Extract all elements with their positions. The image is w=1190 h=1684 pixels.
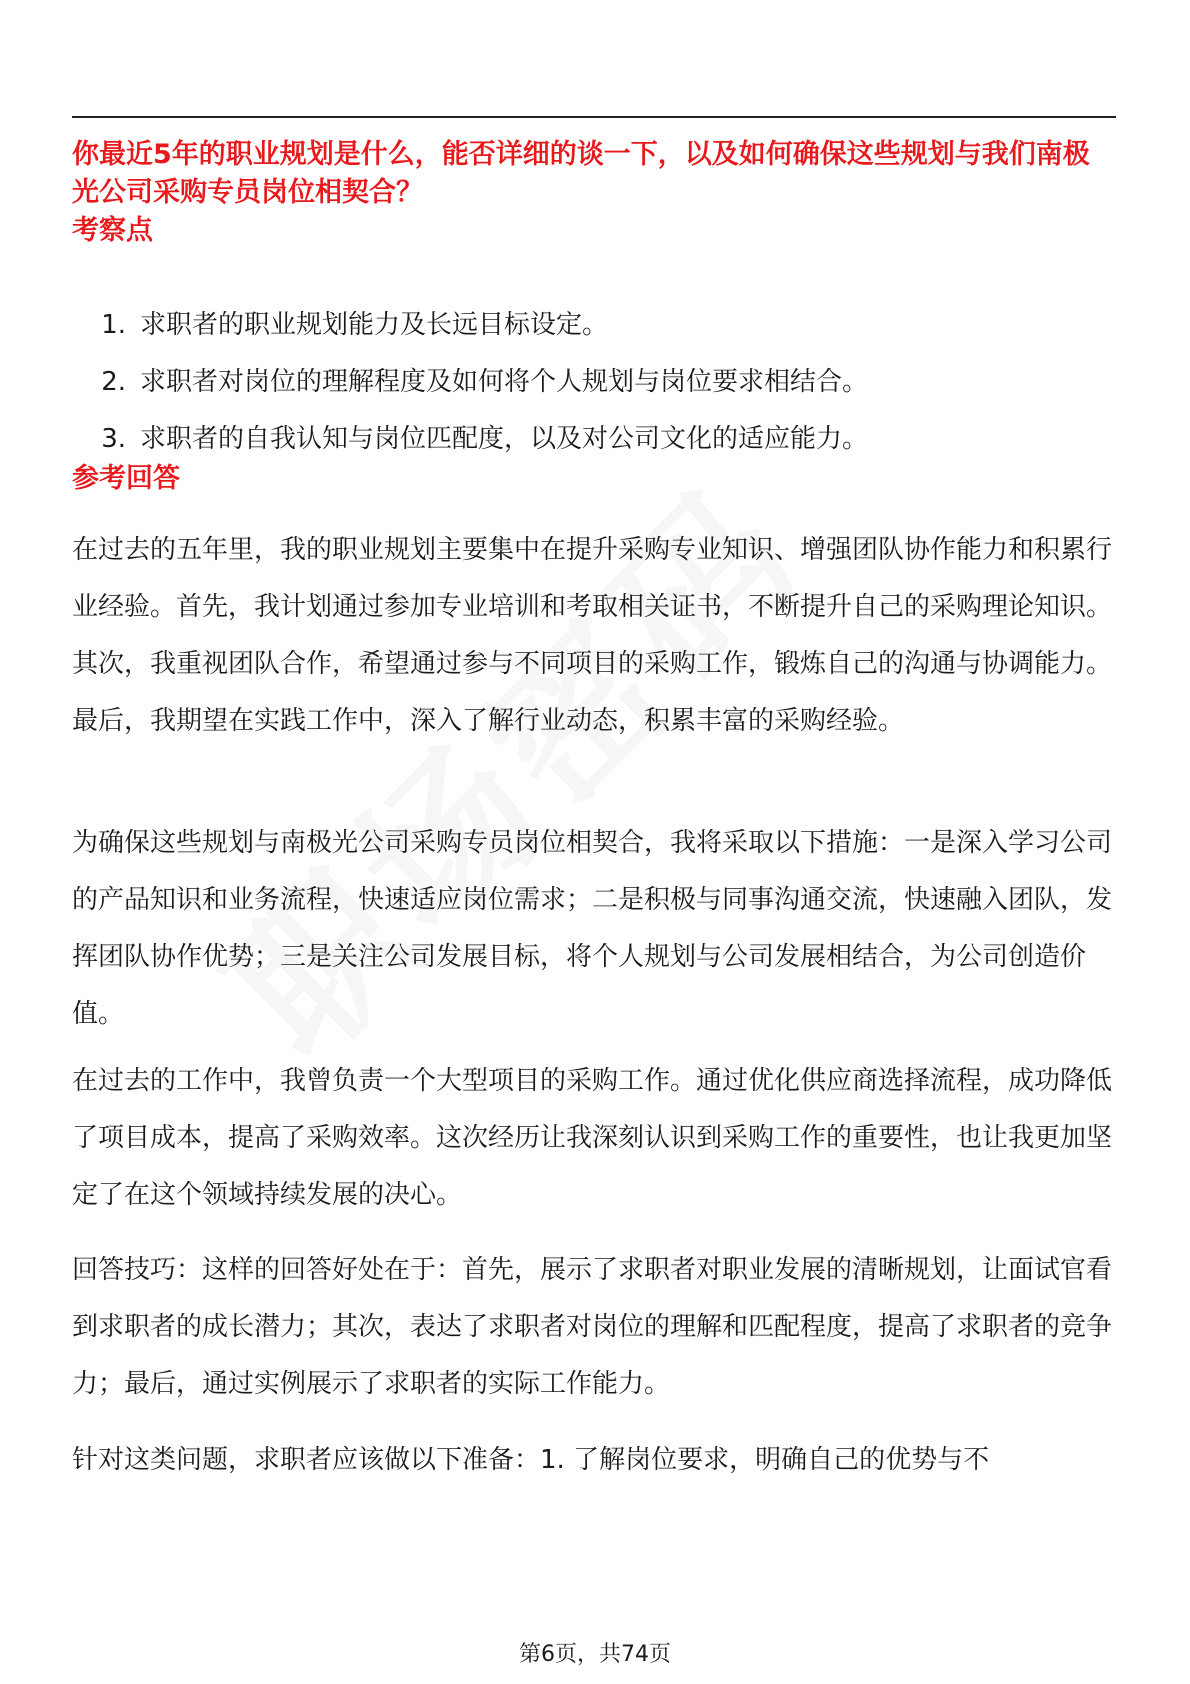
answer-paragraph-3: 在过去的工作中，我曾负责一个大型项目的采购工作。通过优化供应商选择流程，成功降低了项目成本，提高了采购效率。这次经历让我深刻认识到采购工作的重要性，也让我更加坚定了在这个领域持续发展的决心。 — [72, 1066, 1113, 1210]
examine-section-title: 考察点 — [72, 215, 153, 246]
answer-paragraph-1: 在过去的五年里，我的职业规划主要集中在提升采购专业知识、增强团队协作能力和积累行业经验。首先，我计划通过参加专业培训和考取相关证书，不断提升自己的采购理论知识。其次，我重视团队合作，希望通过参与不同项目的采购工作，锻炼自己的沟通与协调能力。最后，我期望在实践工作中，深入了解行业动态，积累丰富的采购经验。 — [72, 535, 1113, 736]
list-item — [72, 420, 1116, 458]
list-item-text: 求职者的自我认知与岗位匹配度，以及对公司文化的适应能力。 — [140, 424, 869, 454]
list-item-text: 求职者对岗位的理解程度及如何将个人规划与岗位要求相结合。 — [140, 367, 869, 397]
preparation-paragraph: 针对这类问题，求职者应该做以下准备：1. 了解岗位要求，明确自己的优势与不 — [72, 1445, 990, 1475]
answer-tips-paragraph: 回答技巧：这样的回答好处在于：首先，展示了求职者对职业发展的清晰规划，让面试官看到求职者的成长潜力；其次，表达了求职者对岗位的理解和匹配程度，提高了求职者的竞争力；最后，通过实例展示了求职者的实际工作能力。 — [72, 1255, 1113, 1399]
page-number: 第6页，共74页 — [519, 1642, 671, 1667]
answer-paragraph-2: 为确保这些规划与南极光公司采购专员岗位相契合，我将采取以下措施：一是深入学习公司的产品知识和业务流程，快速适应岗位需求；二是积极与同事沟通交流，快速融入团队，发挥团队协作优势；三是关注公司发展目标，将个人规划与公司发展相结合，为公司创造价值。 — [72, 828, 1113, 1029]
question-heading: 你最近5年的职业规划是什么，能否详细的谈一下，以及如何确保这些规划与我们南极光公司采购专员岗位相契合？ — [72, 139, 1090, 208]
list-item-number: 3. — [101, 424, 126, 454]
header-divider — [72, 116, 1116, 118]
list-item-text: 求职者的职业规划能力及长远目标设定。 — [140, 310, 609, 340]
list-item-number: 1. — [101, 310, 126, 340]
answer-section-title: 参考回答 — [72, 463, 180, 494]
list-item — [72, 363, 1116, 401]
examine-points-list — [72, 306, 1116, 477]
list-item-number: 2. — [101, 367, 126, 397]
list-item — [72, 306, 1116, 344]
